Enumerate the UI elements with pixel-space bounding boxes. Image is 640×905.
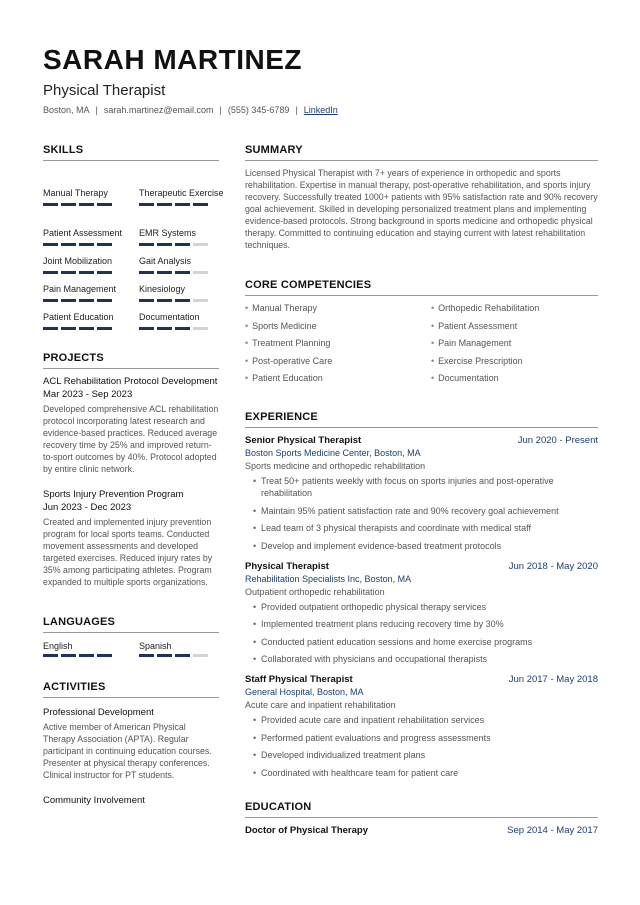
competency-label: Patient Assessment xyxy=(438,320,518,331)
job-bullet: • Performed patient evaluations and progress assessments xyxy=(253,732,598,744)
job-header xyxy=(245,673,598,686)
activity-description: Active member of American Physical Therapy Association (APTA). Regular participant in continuing education courses. Presenter at physical therapy conferences. Clinical instructor for PT students. xyxy=(43,722,212,780)
skill-level-segment xyxy=(43,654,58,657)
bullet-dot: • xyxy=(431,355,435,366)
candidate-name: SARAH MARTINEZ xyxy=(43,44,302,75)
competency-label: Documentation xyxy=(438,373,499,383)
skill-item xyxy=(43,248,139,276)
competency-item xyxy=(431,372,598,384)
skill-label: Pain Management xyxy=(43,284,117,294)
skill-level-segment xyxy=(61,271,76,274)
job-bullet: • Conducted patient education sessions and home exercise programs xyxy=(253,636,598,648)
activity-item xyxy=(43,706,219,781)
bullet-dot: • xyxy=(431,320,435,331)
job-entry xyxy=(245,560,598,666)
competency-item xyxy=(431,320,598,332)
skill-item xyxy=(43,304,139,332)
skill-level-segment xyxy=(79,654,94,657)
separator: | xyxy=(95,105,98,115)
skill-level-bars xyxy=(43,327,112,330)
bullet-dot: • xyxy=(431,338,435,348)
job-role: Senior Physical Therapist xyxy=(245,435,362,446)
skill-level-bars xyxy=(43,654,112,657)
skill-level-segment xyxy=(175,243,190,246)
activity-title: Professional Development xyxy=(43,707,154,718)
job-date: Jun 2018 - May 2020 xyxy=(508,560,598,572)
education-degree: Doctor of Physical Therapy xyxy=(245,824,369,836)
skill-level-segment xyxy=(79,203,94,206)
language-item xyxy=(43,639,139,659)
right-column xyxy=(245,144,598,837)
project-item xyxy=(43,488,219,588)
skill-item xyxy=(43,208,139,248)
job-bullet: • Develop and implement evidence-based treatment protocols xyxy=(253,540,598,552)
skill-level-segment xyxy=(157,271,172,274)
job-bullet: • Developed individualized treatment plans xyxy=(253,749,598,761)
skill-level-segment xyxy=(175,203,190,206)
language-label: Spanish xyxy=(139,641,172,651)
competency-label: Orthopedic Rehabilitation xyxy=(438,303,540,313)
competency-label: Treatment Planning xyxy=(252,338,331,348)
competency-item xyxy=(431,337,598,349)
skill-level-segment xyxy=(79,243,94,246)
left-column xyxy=(43,144,224,807)
email[interactable]: sarah.martinez@email.com xyxy=(103,105,214,115)
competency-label: Manual Therapy xyxy=(252,303,318,313)
skill-level-bars xyxy=(139,299,208,302)
competency-item xyxy=(245,320,431,332)
linkedin-link[interactable]: LinkedIn xyxy=(303,105,338,115)
project-title: ACL Rehabilitation Protocol Development xyxy=(43,376,218,387)
skill-level-segment xyxy=(79,327,94,330)
education-heading: EDUCATION xyxy=(245,801,598,818)
competency-item xyxy=(245,372,431,384)
competency-item xyxy=(431,355,598,367)
skill-level-segment xyxy=(61,299,76,302)
skill-level-segment xyxy=(97,271,112,274)
competency-label: Post-operative Care xyxy=(252,355,333,366)
skill-label: Manual Therapy xyxy=(43,188,108,198)
skill-level-bars xyxy=(43,299,112,302)
skill-item xyxy=(139,248,219,276)
skill-level-segment xyxy=(193,243,208,246)
summary-heading: SUMMARY xyxy=(245,144,598,161)
job-date: Jun 2020 - Present xyxy=(517,435,598,446)
job-bullet: • Implemented treatment plans reducing recovery time by 30% xyxy=(253,618,598,630)
education-date: Sep 2014 - May 2017 xyxy=(507,824,598,836)
phone: (555) 345-6789 xyxy=(227,105,290,115)
job-type: Outpatient orthopedic rehabilitation xyxy=(245,586,385,597)
project-description: Created and implemented injury prevention program for local sports teams. Conducted movement assessments and developed targeted exercises. Reduced injury rates by 35% among participating athletes. Program expanded to multiple sports organizations. xyxy=(43,517,213,587)
skill-level-segment xyxy=(175,327,190,330)
language-label: English xyxy=(43,641,73,651)
job-entry xyxy=(245,434,598,552)
competencies-heading: CORE COMPETENCIES xyxy=(245,279,598,296)
skill-item xyxy=(43,276,139,304)
languages-grid xyxy=(43,639,219,659)
activity-title: Community Involvement xyxy=(43,795,145,806)
skills-heading: SKILLS xyxy=(43,144,219,161)
skill-level-segment xyxy=(157,654,172,657)
skill-level-bars xyxy=(139,327,208,330)
job-bullet: • Coordinated with healthcare team for patient care xyxy=(253,767,598,779)
skill-level-segment xyxy=(43,299,58,302)
bullet-dot: • xyxy=(245,355,249,366)
skill-level-segment xyxy=(157,327,172,330)
job-entry xyxy=(245,673,598,779)
education-list xyxy=(245,824,598,837)
contact-line xyxy=(43,105,338,115)
skill-level-segment xyxy=(139,271,154,274)
skill-level-segment xyxy=(139,203,154,206)
job-bullets xyxy=(245,714,598,779)
competency-label: Exercise Prescription xyxy=(438,355,523,366)
skill-level-segment xyxy=(175,654,190,657)
competency-label: Patient Education xyxy=(252,373,323,383)
skill-level-segment xyxy=(43,203,58,206)
skill-level-bars xyxy=(139,203,208,206)
skill-level-segment xyxy=(97,654,112,657)
skill-level-segment xyxy=(175,271,190,274)
activities-heading: ACTIVITIES xyxy=(43,681,219,698)
education-entry xyxy=(245,824,598,837)
language-item xyxy=(139,639,219,659)
job-bullet: • Treat 50+ patients weekly with focus on sports injuries and post-operative rehabilitation xyxy=(253,475,598,499)
skill-level-segment xyxy=(61,327,76,330)
skill-label: Kinesiology xyxy=(139,284,186,294)
skill-level-segment xyxy=(97,299,112,302)
experience-heading: EXPERIENCE xyxy=(245,411,598,428)
skill-level-segment xyxy=(157,243,172,246)
skill-level-segment xyxy=(61,243,76,246)
activities-list xyxy=(43,706,219,807)
bullet-dot: • xyxy=(431,303,435,313)
skill-label: Patient Education xyxy=(43,312,114,322)
skill-level-segment xyxy=(97,327,112,330)
jobs-list xyxy=(245,434,598,779)
skill-level-segment xyxy=(193,203,208,206)
skill-item xyxy=(139,276,219,304)
job-bullet: • Maintain 95% patient satisfaction rate and 90% recovery goal achievement xyxy=(253,505,598,517)
projects-heading: PROJECTS xyxy=(43,352,219,369)
project-title: Sports Injury Prevention Program xyxy=(43,489,184,500)
project-date: Mar 2023 - Sep 2023 xyxy=(43,389,133,400)
skill-level-segment xyxy=(61,203,76,206)
competency-label: Sports Medicine xyxy=(252,320,317,331)
skill-level-segment xyxy=(175,299,190,302)
skill-label: Joint Mobilization xyxy=(43,256,113,266)
skill-level-bars xyxy=(139,243,208,246)
skill-level-segment xyxy=(61,654,76,657)
competency-item xyxy=(245,337,431,349)
skill-level-segment xyxy=(139,654,154,657)
skill-label: Therapeutic Exercise xyxy=(139,188,224,198)
skill-level-bars xyxy=(43,271,112,274)
job-company: Boston Sports Medicine Center, Boston, MA xyxy=(245,448,421,458)
skill-level-segment xyxy=(79,299,94,302)
project-date: Jun 2023 - Dec 2023 xyxy=(43,502,132,513)
skill-level-segment xyxy=(157,203,172,206)
skill-label: Gait Analysis xyxy=(139,256,192,266)
separator: | xyxy=(219,105,222,115)
projects-list xyxy=(43,375,219,588)
skills-grid xyxy=(43,168,224,332)
skill-level-segment xyxy=(97,243,112,246)
summary-text: Licensed Physical Therapist with 7+ years of experience in orthopedic and sports rehabilitation. Expertise in manual therapy, post-operative rehabilitation, and sports injury recovery. Successfully treated 1000+ patients with 95% satisfaction rate and 90% recovery goal achievement. Skilled in developing personalized treatment plans and implementing evidence-based protocols. Strong background in sports medicine and orthopedic physical therapy. Committed to continuing education and staying current with latest rehabilitation techniques. xyxy=(245,168,598,250)
skill-level-bars xyxy=(43,243,112,246)
skill-item xyxy=(139,208,219,248)
skill-level-segment xyxy=(139,243,154,246)
skill-level-segment xyxy=(79,271,94,274)
job-header xyxy=(245,434,598,447)
skill-level-segment xyxy=(43,243,58,246)
skill-level-segment xyxy=(43,327,58,330)
skill-item xyxy=(43,168,139,208)
skill-level-segment xyxy=(157,299,172,302)
job-type: Sports medicine and orthopedic rehabilitation xyxy=(245,461,426,471)
skill-level-segment xyxy=(97,203,112,206)
job-company: Rehabilitation Specialists Inc, Boston, MA xyxy=(245,573,412,584)
job-type: Acute care and inpatient rehabilitation xyxy=(245,700,396,710)
skill-level-bars xyxy=(139,654,208,657)
activity-item xyxy=(43,794,219,807)
skill-label: Patient Assessment xyxy=(43,228,123,238)
project-description: Developed comprehensive ACL rehabilitation protocol incorporating latest research and evidence-based practices. Reduced average recovery time by 25% and improved return-to-sport outcomes by 40%. Protocol adopted by entire clinic network. xyxy=(43,404,219,474)
bullet-dot: • xyxy=(431,373,435,383)
bullet-dot: • xyxy=(245,320,249,331)
competency-item xyxy=(431,302,598,314)
separator: | xyxy=(295,105,298,115)
location: Boston, MA xyxy=(43,105,90,115)
competencies-grid xyxy=(245,302,598,384)
competency-label: Pain Management xyxy=(438,338,512,348)
job-bullet: • Lead team of 3 physical therapists and coordinate with medical staff xyxy=(253,522,598,534)
job-role: Staff Physical Therapist xyxy=(245,674,353,685)
skill-label: Documentation xyxy=(139,312,200,322)
skill-item xyxy=(139,168,224,208)
skill-label: EMR Systems xyxy=(139,228,197,238)
job-bullets xyxy=(245,601,598,666)
skill-item xyxy=(139,304,219,332)
job-bullet: • Provided acute care and inpatient rehabilitation services xyxy=(253,714,598,726)
skill-level-segment xyxy=(139,327,154,330)
skill-level-segment xyxy=(43,271,58,274)
skill-level-segment xyxy=(193,327,208,330)
job-bullet: • Collaborated with physicians and occupational therapists xyxy=(253,653,598,665)
competency-item xyxy=(245,355,431,367)
skill-level-segment xyxy=(139,299,154,302)
bullet-dot: • xyxy=(245,338,249,348)
skill-level-segment xyxy=(193,299,208,302)
job-company: General Hospital, Boston, MA xyxy=(245,687,364,697)
job-role: Physical Therapist xyxy=(245,560,329,572)
bullet-dot: • xyxy=(245,303,249,313)
skill-level-bars xyxy=(139,271,208,274)
languages-heading: LANGUAGES xyxy=(43,616,219,633)
skill-level-bars xyxy=(43,203,112,206)
skill-level-segment xyxy=(193,271,208,274)
competency-item xyxy=(245,302,431,314)
job-header xyxy=(245,560,598,573)
job-date: Jun 2017 - May 2018 xyxy=(508,674,598,685)
job-bullets xyxy=(245,475,598,552)
project-item xyxy=(43,375,219,475)
job-bullet: • Provided outpatient orthopedic physical therapy services xyxy=(253,601,598,613)
job-title: Physical Therapist xyxy=(43,82,166,99)
bullet-dot: • xyxy=(245,373,249,383)
skill-level-segment xyxy=(193,654,208,657)
